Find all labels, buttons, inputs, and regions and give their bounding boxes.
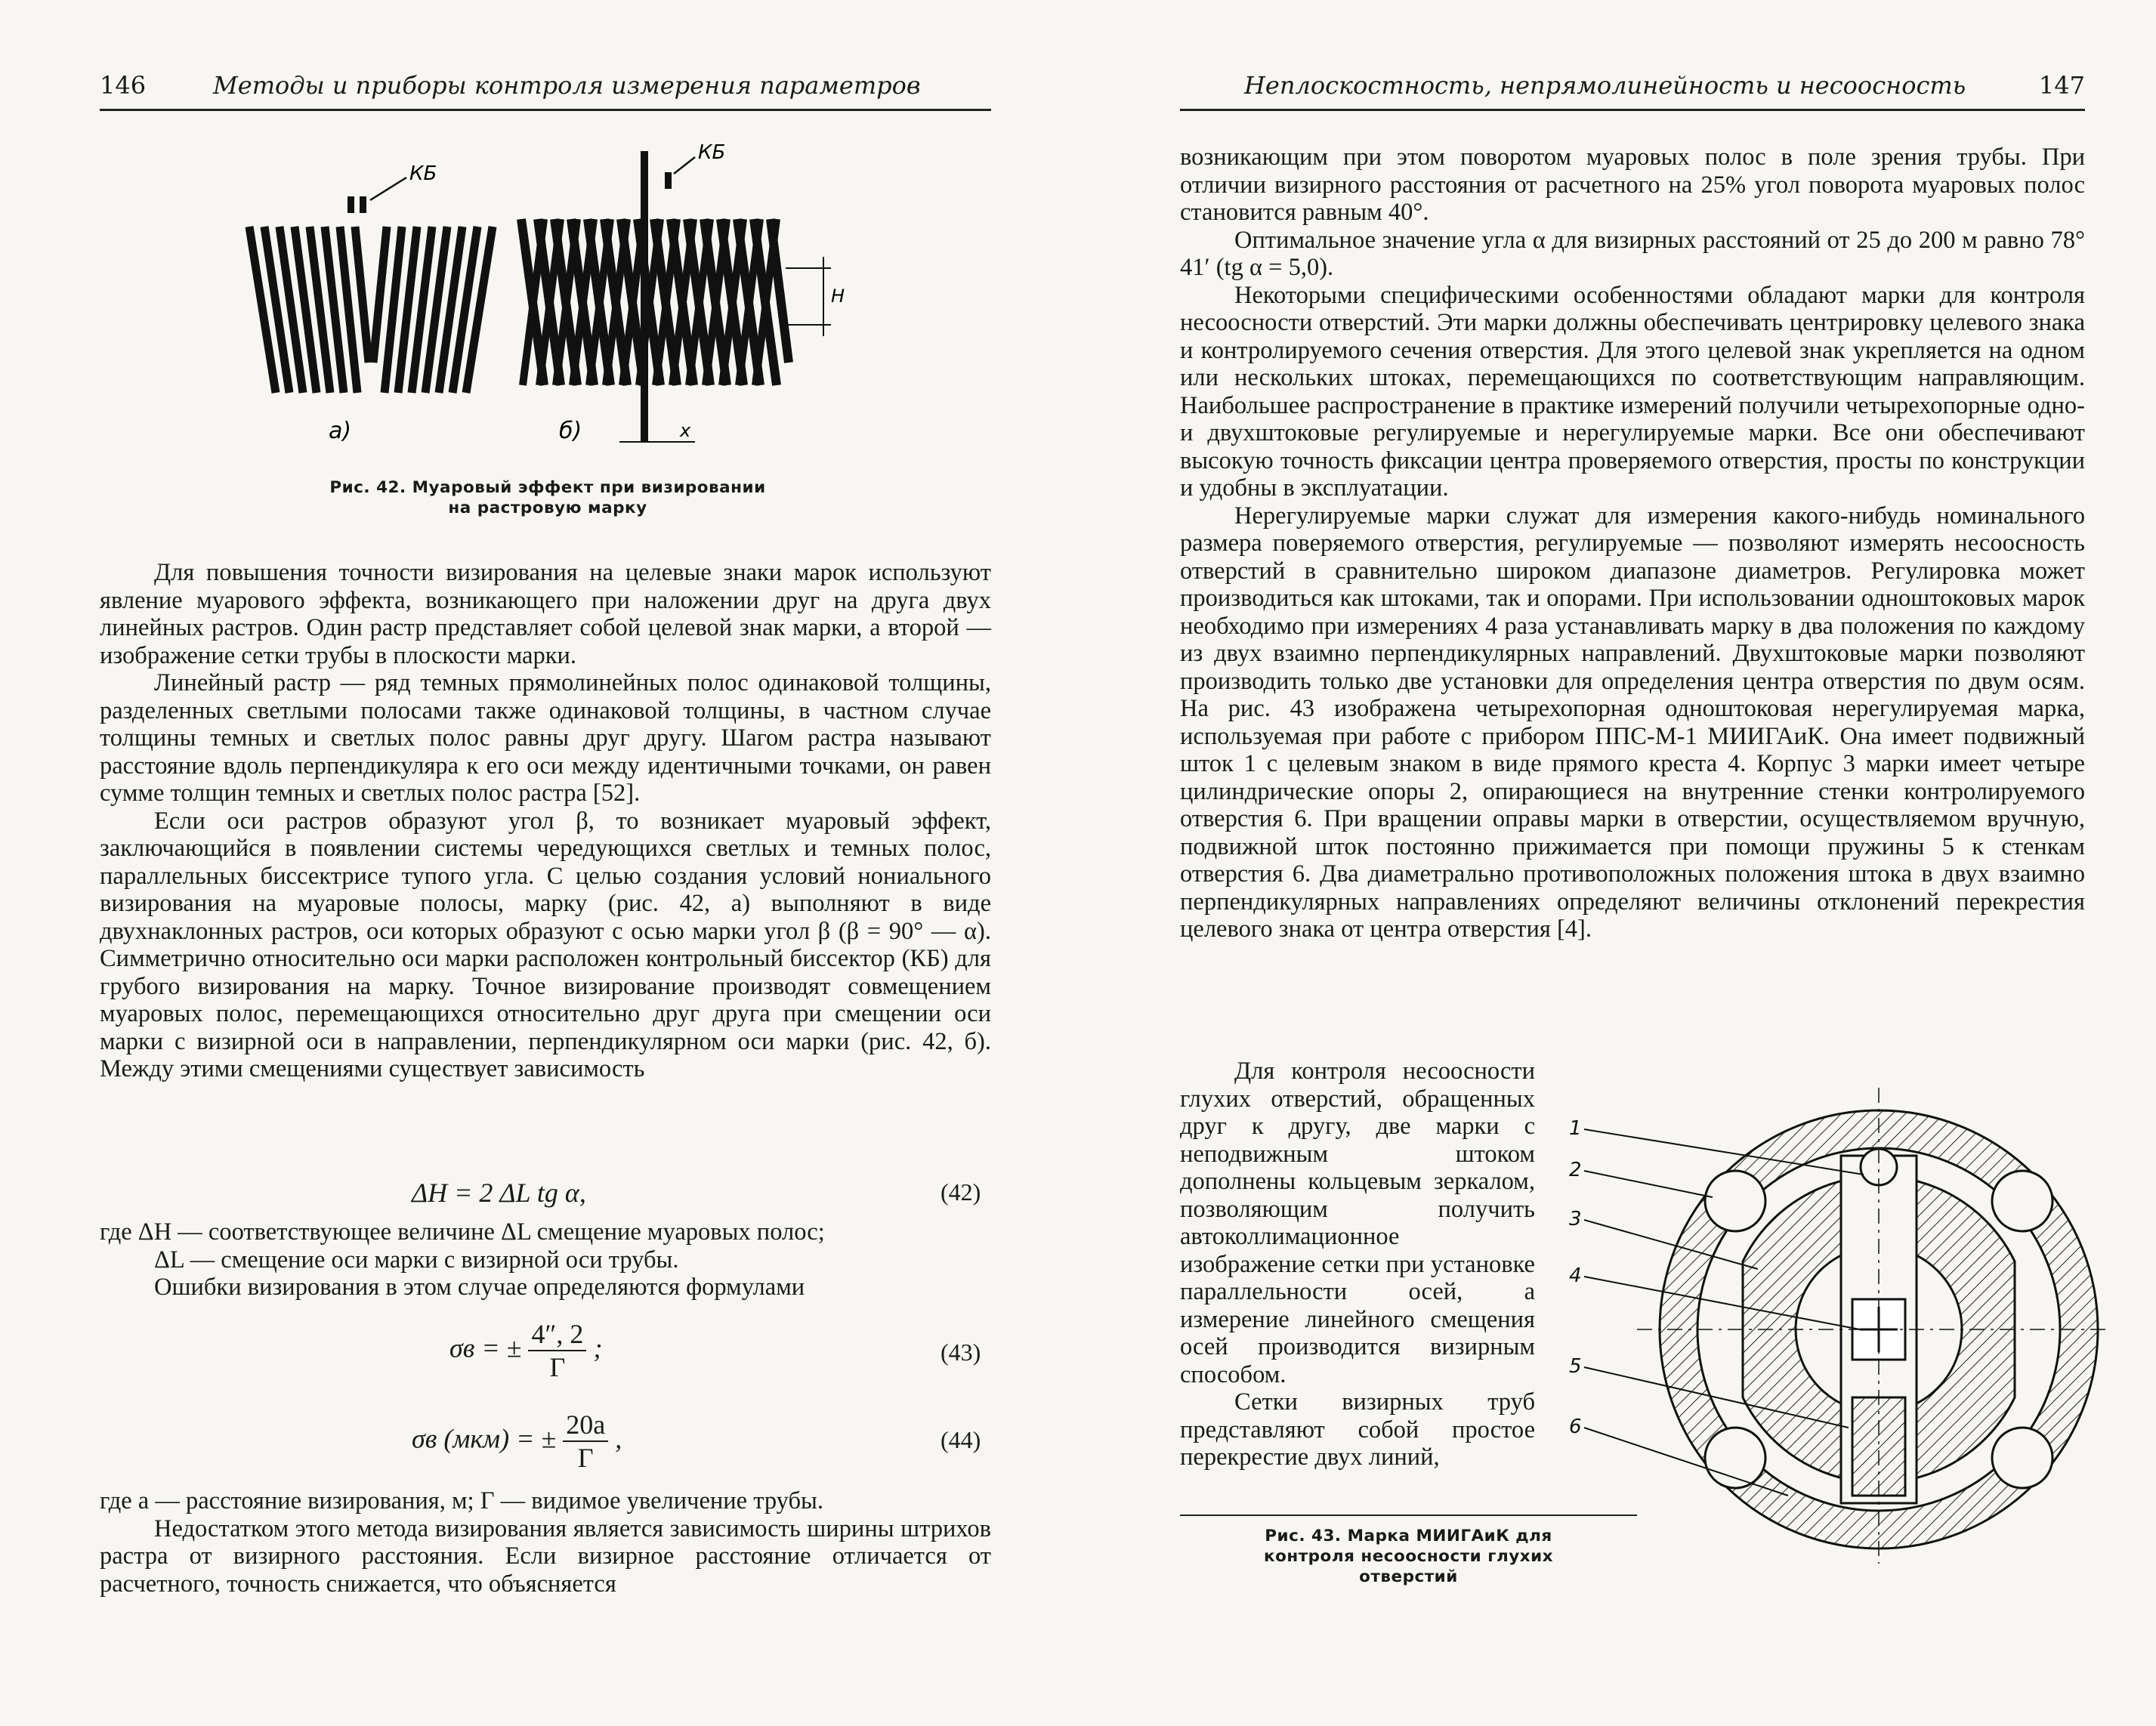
left-body-tail <box>100 1487 991 1598</box>
label-part-b: б) <box>559 418 582 444</box>
right-body-text <box>1180 144 2085 943</box>
right-paragraph-3: Некоторыми специфическими особенностями обладают марки для контроля несоосности отверстий. Эти марки должны обеспечивать центрировку целевого знака и контролируемого сечения отверстия. Для этого целевой знак укрепляется на одном или нескольких штоках, перемещающихся по соответствующим направляющим. Наибольшее распространение в практике измерений получили четырехопорные одно- и двухштоковые регулируемые и нерегулируемые марки. Все они обеспечивают высокую точность фиксации центра проверяемого отверстия, просты по конструкции и удобны в эксплуатации. <box>1180 281 2085 502</box>
label-kb-b: КБ <box>698 141 726 164</box>
label-x: x <box>680 420 691 441</box>
formula-42-number: (42) <box>941 1178 981 1206</box>
label-kb-a: КБ <box>409 162 437 185</box>
left-paragraph-1: Для повышения точности визирования на целевые знаки марок используют явление муарового эффекта, возникающего при наложении друг на друга двух линейных растров. Один растр представляет собой целевой знак марки, а второй — изображение сетки трубы в плоскости марки. <box>100 559 991 669</box>
left-where-1: где ΔH — соответствующее величине ΔL смещение муаровых полос; ΔL — смещение оси марки с визирной оси трубы. Ошибки визирования в этом случае определяются формулами <box>100 1218 991 1301</box>
right-paragraph-1: возникающим при этом поворотом муаровых полос в поле зрения трубы. При отличии визирного расстояния от расчетного на 25% угол поворота муаровых полос становится равным 40°. <box>1180 144 2085 226</box>
figure-43-label-3: 3 <box>1569 1208 1582 1230</box>
left-running-header <box>100 66 991 111</box>
formula-43: σв = ± $\frac{4'', 2}{Г}$ ; <box>449 1319 603 1382</box>
left-header-title: Методы и приборы контроля измерения параметров <box>213 71 921 100</box>
figure-43-label-6: 6 <box>1569 1416 1582 1438</box>
formula-44: σв (мкм) = ± $\frac{20a}{Г}$ , <box>412 1410 622 1473</box>
right-header-title: Неплоскостность, непрямолинейность и несоосность <box>1244 71 1966 100</box>
figure-42-moire-diagram <box>227 136 869 468</box>
right-page <box>1078 0 2156 1726</box>
raster-b-2 <box>523 219 777 385</box>
figure-43-caption: Рис. 43. Марка МИИГАиК для контроля несоосности глухих отверстий <box>1263 1527 1554 1586</box>
raster-a <box>249 227 493 393</box>
left-paragraph-4: Недостатком этого метода визирования является зависимость ширины штрихов растра от визирного расстояния. Если визирное расстояние отличается от расчетного, точность снижается, что объясняется <box>100 1514 991 1598</box>
right-body-column <box>1180 1058 1535 1471</box>
left-paragraph-2: Линейный растр — ряд темных прямолинейных полос одинаковой толщины, разделенных светлыми полосами также одинаковой толщины, в частном случае толщины темных и светлых полос равны друг другу. Шагом растра называют расстояние вдоль перпендикуляра к его оси между идентичными точками, он равен сумме толщин темных и светлых полос растра [52]. <box>100 669 991 807</box>
right-running-header <box>1180 66 2085 111</box>
left-body-text <box>100 559 991 1083</box>
figure-43-label-5: 5 <box>1569 1355 1582 1378</box>
figure-43-miigaik-mark <box>1561 1073 2105 1564</box>
formula-42: ΔH = 2 ΔL tg α, <box>412 1178 586 1208</box>
label-part-a: а) <box>329 418 352 444</box>
figure-42-caption: Рис. 42. Муаровый эффект при визировании на растровую марку <box>329 478 766 517</box>
formula-44-number: (44) <box>941 1426 981 1453</box>
right-paragraph-4: Нерегулируемые марки служат для измерения какого-нибудь номинального размера поверяемого отверстия, регулируемые — позволяют измерять несоосность отверстий в сравнительно широком диапазоне диаметров. Регулировка может производиться как штоками, так и опорами. При использовании одноштоковых марок необходимо при измерениях 4 раза устанавливать марку в два положения по каждому из двух взаимно перпендикулярных направлений. Двухштоковые марки позволяют производить только две установки для определения центра отверстия по двум осям. На рис. 43 изображена четырехопорная одноштоковая нерегулируемая марка, используемая при работе с прибором ППС-М-1 МИИГАиК. Она имеет подвижный шток 1 с целевым знаком в виде прямого креста 4. Корпус 3 марки имеет четыре цилиндрические опоры 2, опирающиеся на внутренние стенки контролируемого отверстия 6. При вращении оправы марки в отверстии, осуществляемом вручную, подвижной шток постоянно прижимается при помощи пружины 5 к стенкам отверстия 6. Два диаметрально противоположных положения штока в двух взаимно перпендикулярных направлениях определяют величины отклонений перекрестия целевого знака от центра отверстия [4]. <box>1180 502 2085 943</box>
left-paragraph-3: Если оси растров образуют угол β, то возникает муаровый эффект, заключающийся в появлении системы чередующихся светлых и темных полос, параллельных биссектрисе тупого угла. С целью создания условий нониального визирования на муаровые полосы, марку (рис. 42, а) выполняют в виде двухнаклонных растров, оси которых образуют с осью марки угол β (β = 90° — α). Симметрично относительно оси марки расположен контрольный биссектор (КБ) для грубого визирования на марку. Точное визирование производят совмещением муаровых полос, перемещающихся относительно друг друга при смещении оси марки с визирной оси в направлении, перпендикулярном оси марки (рис. 42, б). Между этими смещениями существует зависимость <box>100 807 991 1082</box>
right-paragraph-5: Для контроля несоосности глухих отверстий, обращенных друг к другу, две марки с неподвижным штоком дополнены кольцевым зеркалом, позволяющим получить автоколлимационное изображение сетки при установке параллельности осей, а измерение линейного смещения осей производится визирным способом. <box>1180 1058 1535 1388</box>
right-page-number: 147 <box>2038 71 2085 100</box>
left-where-2: где a — расстояние визирования, м; Г — видимое увеличение трубы. <box>100 1487 823 1514</box>
right-paragraph-2: Оптимальное значение угла α для визирных расстояний от 25 до 200 м равно 78° 41′ (tg α = 5,0). <box>1180 226 2085 281</box>
errors-intro: Ошибки визирования в этом случае определяются формулами <box>154 1274 805 1301</box>
formula-43-number: (43) <box>941 1338 981 1366</box>
figure-43-label-2: 2 <box>1569 1159 1582 1181</box>
figure-43-label-1: 1 <box>1569 1117 1582 1140</box>
figure-43-label-4: 4 <box>1569 1264 1582 1287</box>
left-page-number: 146 <box>100 71 147 100</box>
right-paragraph-6: Сетки визирных труб представляют собой простое перекрестие двух линий, <box>1180 1388 1535 1471</box>
label-h: H <box>831 286 845 307</box>
